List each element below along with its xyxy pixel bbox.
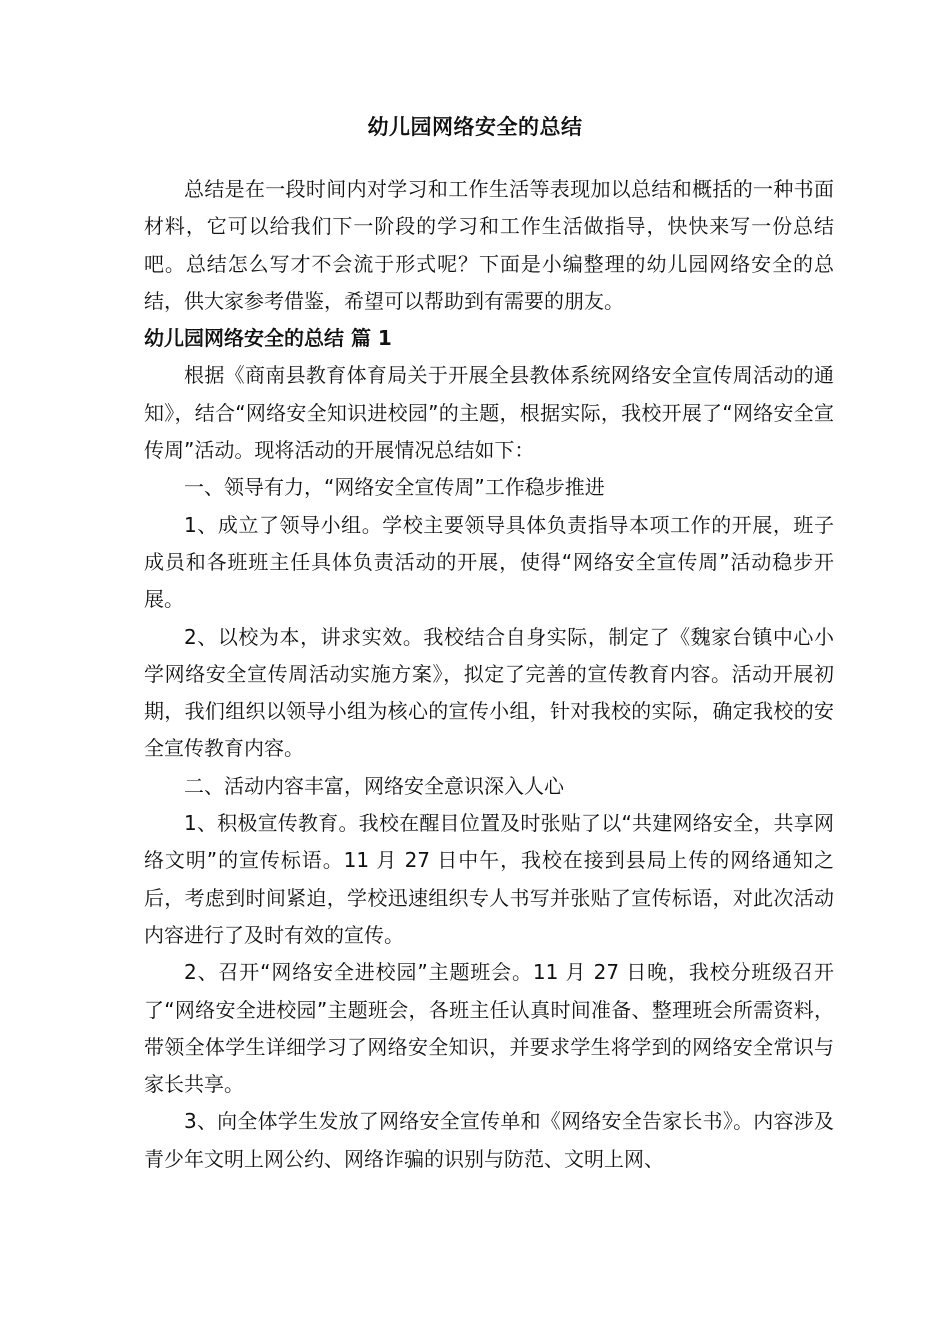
section-heading: 幼儿园网络安全的总结 篇 1 (144, 326, 392, 351)
body-paragraph: 二、活动内容丰富，网络安全意识深入人心 (184, 773, 564, 798)
body-paragraph: 2、以校为本，讲求实效。我校结合自身实际，制定了《魏家台镇中心小学网络安全宣传周活动实施方案》，拟定了完善的宣传教育内容。活动开展初期，我们组织以领导小组为核心的宣传小组，针对我校的实际，确定我校的安全宣传教育内容。 (144, 624, 834, 761)
document-body (144, 171, 834, 1178)
body-paragraph: 3、向全体学生发放了网络安全宣传单和《网络安全告家长书》。内容涉及青少年文明上网公约、网络诈骗的识别与防范、文明上网、 (144, 1109, 834, 1171)
body-paragraph: 2、召开“网络安全进校园”主题班会。11 月 27 日晚，我校分班级召开了“网络安全进校园”主题班会，各班主任认真时间准备、整理班会所需资料，带领全体学生详细学习了网络安全知识，并要求学生将学到的网络安全常识与家长共享。 (144, 960, 834, 1097)
document-title: 幼儿园网络安全的总结 (367, 115, 583, 139)
body-paragraph: 1、成立了领导小组。学校主要领导具体负责指导本项工作的开展，班子成员和各班班主任具体负责活动的开展，使得“网络安全宣传周”活动稳步开展。 (144, 512, 834, 612)
body-paragraph: 根据《商南县教育体育局关于开展全县教体系统网络安全宣传周活动的通知》，结合“网络安全知识进校园”的主题，根据实际，我校开展了“网络安全宣传周”活动。现将活动的开展情况总结如下： (144, 363, 834, 463)
intro-paragraph: 总结是在一段时间内对学习和工作生活等表现加以总结和概括的一种书面材料，它可以给我们下一阶段的学习和工作生活做指导，快快来写一份总结吧。总结怎么写才不会流于形式呢？下面是小编整理的幼儿园网络安全的总结，供大家参考借鉴，希望可以帮助到有需要的朋友。 (144, 177, 834, 313)
body-paragraph: 一、领导有力，“网络安全宣传周”工作稳步推进 (184, 475, 605, 500)
body-paragraph: 1、积极宣传教育。我校在醒目位置及时张贴了以“共建网络安全，共享网络文明”的宣传标语。11 月 27 日中午，我校在接到县局上传的网络通知之后，考虑到时间紧迫，学校迅速组织专人书写并张贴了宣传标语，对此次活动内容进行了及时有效的宣传。 (144, 811, 834, 947)
